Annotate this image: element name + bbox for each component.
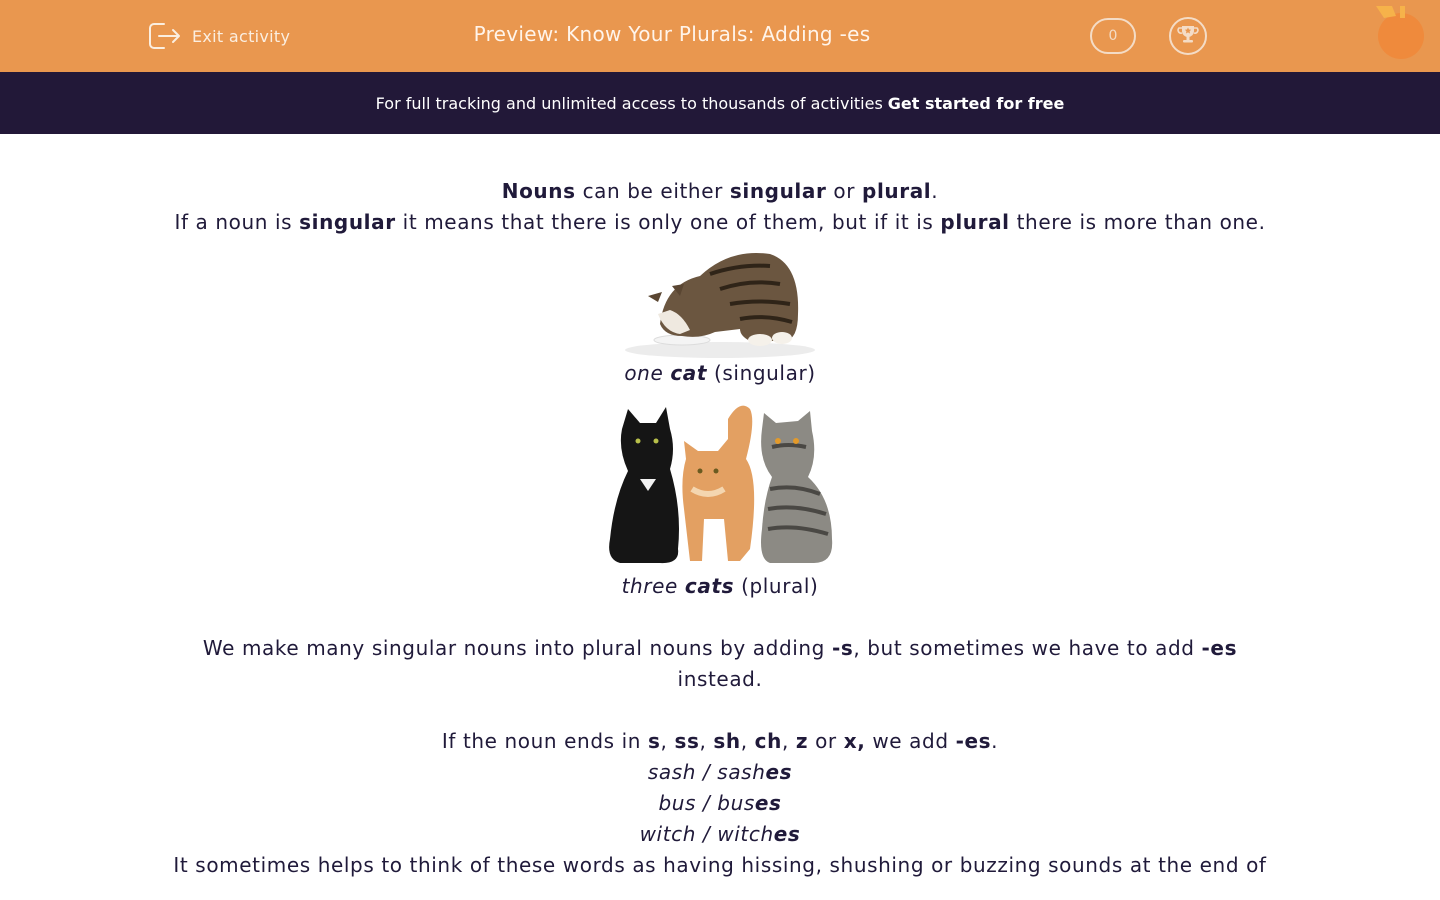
plural-stem: witch [717, 822, 774, 846]
example-witch [140, 819, 1300, 850]
get-started-link[interactable]: Get started for free [887, 93, 1065, 113]
text: three [621, 574, 678, 598]
intro-line-1 [140, 176, 1300, 207]
text: If a noun is [174, 210, 300, 234]
ending-x: x, [843, 729, 866, 753]
term-singular: singular [299, 210, 396, 234]
term-cat: cat [670, 361, 708, 385]
term-plural: plural [940, 210, 1010, 234]
singular-word: witch [639, 822, 697, 846]
text: If the noun ends in [441, 729, 648, 753]
separator: / [696, 791, 718, 815]
top-bar [0, 0, 1440, 72]
text: instead. [677, 667, 763, 691]
text: there is more than one. [1009, 210, 1266, 234]
text: , but sometimes we have to add [853, 636, 1202, 660]
suffix-es: -es [1201, 636, 1238, 660]
three-cats-caption [140, 571, 1300, 602]
three-cats-image [600, 399, 840, 571]
plural-stem: sash [717, 760, 766, 784]
score-counter: 0 [1090, 18, 1136, 54]
text: , [660, 729, 675, 753]
ending-s: s [648, 729, 661, 753]
plural-stem: bus [717, 791, 755, 815]
text: or [808, 729, 844, 753]
separator: / [696, 822, 718, 846]
logo-icon [1370, 47, 1430, 66]
text: or [826, 179, 863, 203]
plural-suffix: es [754, 791, 782, 815]
trophy-icon [1177, 23, 1199, 49]
banner-text: For full tracking and unlimited access to thousands of activities [375, 93, 883, 113]
exit-activity-label: Exit activity [192, 26, 291, 46]
trophy-button[interactable] [1169, 17, 1207, 55]
term-singular: singular [729, 179, 827, 203]
text: . [991, 729, 999, 753]
example-sash [140, 757, 1300, 788]
lesson-content [140, 176, 1300, 881]
term-nouns: Nouns [501, 179, 576, 203]
term-cats: cats [684, 574, 735, 598]
text: , [699, 729, 714, 753]
ending-z: z [795, 729, 809, 753]
text: . [931, 179, 939, 203]
separator: / [696, 760, 718, 784]
signup-banner [0, 72, 1440, 134]
rule-paragraph [140, 633, 1300, 695]
single-cat-image [620, 244, 820, 358]
ending-ch: ch [754, 729, 782, 753]
text: we add [865, 729, 956, 753]
activity-title: Preview: Know Your Plurals: Adding -es [473, 22, 871, 46]
text: can be either [575, 179, 730, 203]
intro-line-2 [140, 207, 1300, 238]
single-cat-caption [140, 358, 1300, 389]
ending-ss: ss [674, 729, 700, 753]
plural-suffix: es [773, 822, 801, 846]
singular-word: bus [658, 791, 697, 815]
endings-rule [140, 726, 1300, 757]
text: , [740, 729, 755, 753]
plural-suffix: es [765, 760, 793, 784]
suffix-s: -s [831, 636, 854, 660]
text: (singular) [707, 361, 816, 385]
text: it means that there is only one of them, but if it is [395, 210, 941, 234]
hint-paragraph: It sometimes helps to think of these words as having hissing, shushing or buzzing sounds at the end of [173, 853, 1267, 877]
term-plural: plural [862, 179, 932, 203]
ending-sh: sh [713, 729, 741, 753]
example-bus [140, 788, 1300, 819]
singular-word: sash [647, 760, 697, 784]
text: We make many singular nouns into plural nouns by adding [202, 636, 832, 660]
text: one [624, 361, 664, 385]
suffix-es: -es [955, 729, 992, 753]
text: (plural) [734, 574, 819, 598]
text: , [781, 729, 796, 753]
logo [1370, 2, 1430, 62]
